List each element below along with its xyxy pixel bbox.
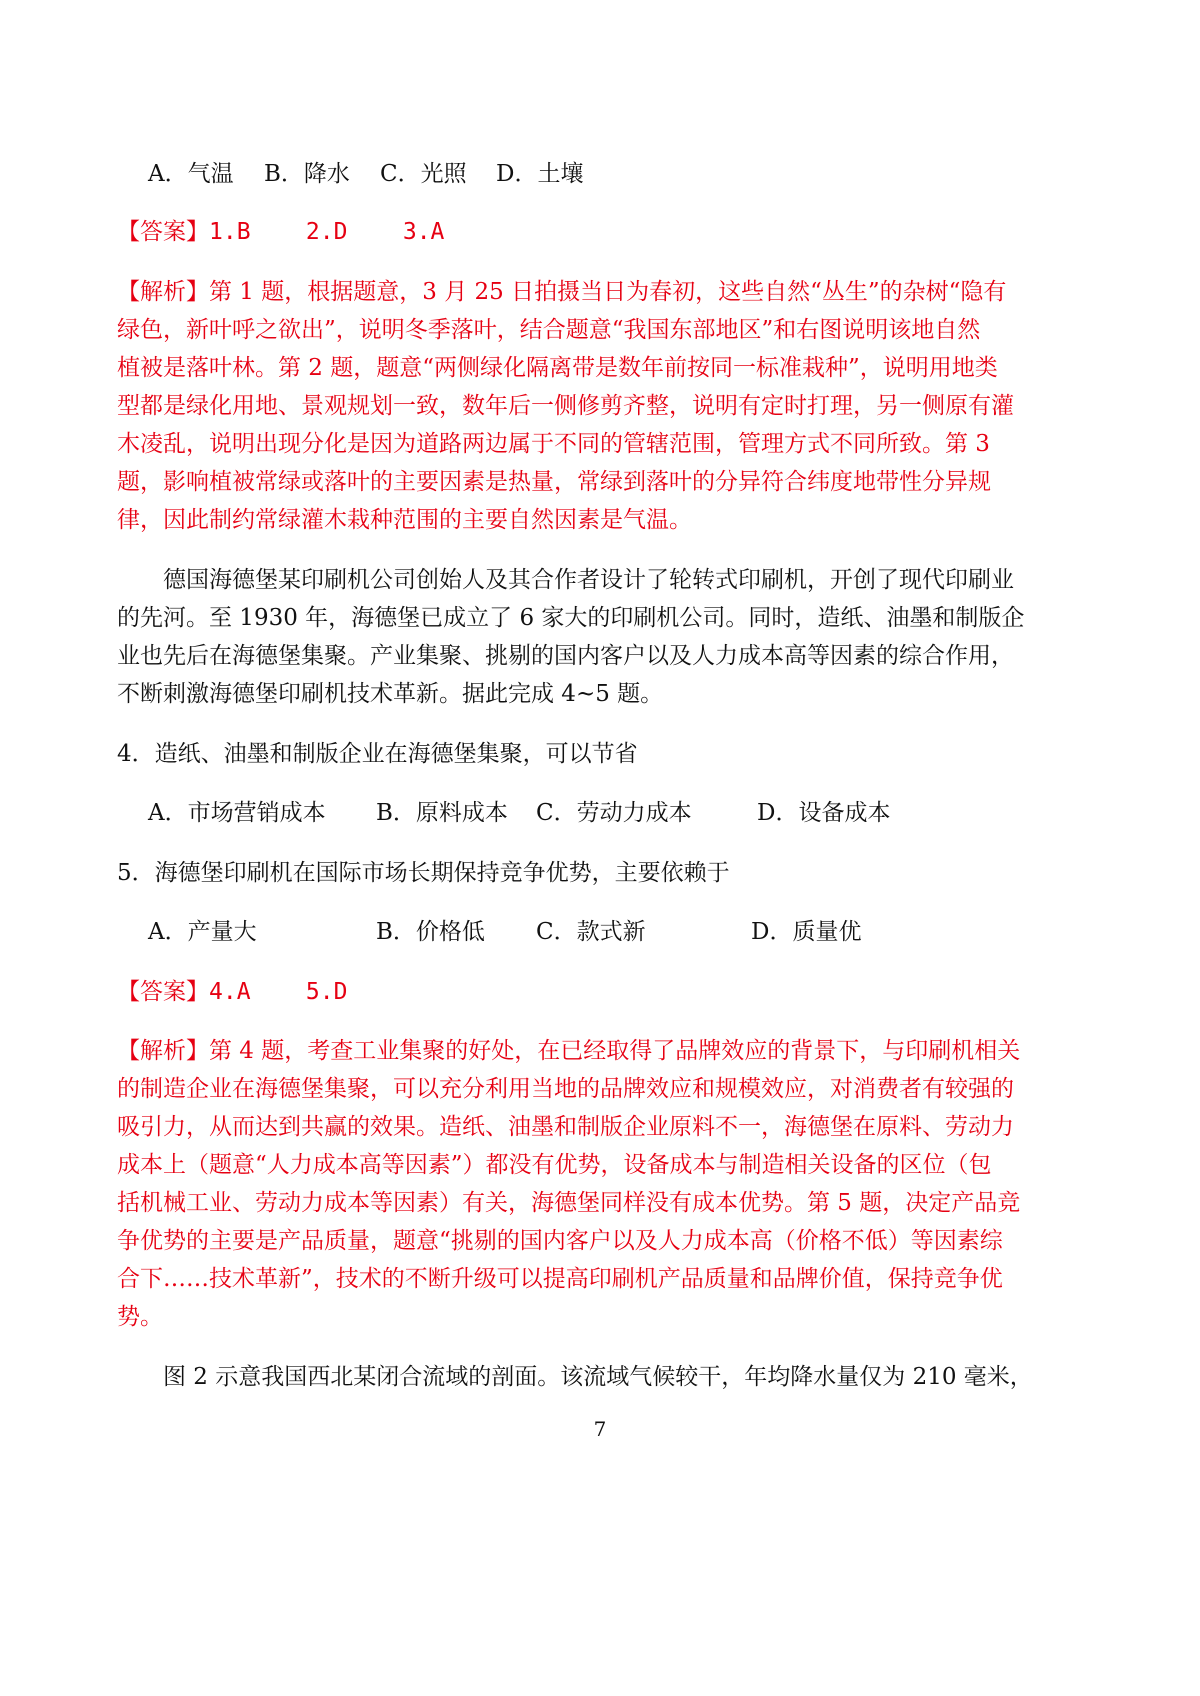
analysis-line: 型都是绿化用地、景观规划一致，数年后一侧修剪齐整，说明有定时打理，另一侧原有灌	[117, 393, 1014, 419]
q5-option-d: D．质量优	[751, 919, 862, 945]
analysis-line: 【解析】第 1 题，根据题意，3 月 25 日拍摄当日为春初，这些自然“丛生”的杂树“隐有	[117, 279, 1007, 305]
q5-option-a: A．产量大	[148, 919, 257, 945]
answer-text: 1.B 2.D 3.A	[209, 219, 445, 245]
passage-3: 图 2 示意我国西北某闭合流域的剖面。该流域气候较干，年均降水量仅为 210 毫米，	[163, 1364, 1033, 1390]
analysis-line: 绿色，新叶呼之欲出”，说明冬季落叶，结合题意“我国东部地区”和右图说明该地自然	[117, 317, 981, 343]
q4-option-d: D．设备成本	[757, 800, 891, 826]
analysis-line: 吸引力，从而达到共赢的效果。造纸、油墨和制版企业原料不一，海德堡在原料、劳动力	[117, 1114, 1014, 1140]
q4-option-b: B．原料成本	[376, 800, 508, 826]
passage-line: 德国海德堡某印刷机公司创始人及其合作者设计了轮转式印刷机，开创了现代印刷业	[163, 567, 1014, 593]
analysis-label: 【解析】	[117, 279, 209, 305]
q3-option-b: B．降水	[264, 161, 350, 187]
passage-line: 不断刺激海德堡印刷机技术革新。据此完成 4~5 题。	[117, 681, 664, 707]
q4-option-c: C．劳动力成本	[536, 800, 692, 826]
analysis-line: 【解析】第 4 题，考查工业集聚的好处，在已经取得了品牌效应的背景下，与印刷机相关	[117, 1038, 1021, 1064]
passage-line: 的先河。至 1930 年，海德堡已成立了 6 家大的印刷机公司。同时，造纸、油墨和制版企	[117, 605, 1025, 631]
analysis-line: 括机械工业、劳动力成本等因素）有关，海德堡同样没有成本优势。第 5 题，决定产品竞	[117, 1190, 1021, 1216]
answer-2	[117, 976, 347, 1008]
q3-option-a: A．气温	[148, 161, 234, 187]
answer-text: 4.A 5.D	[209, 979, 348, 1005]
analysis-line: 势。	[117, 1304, 163, 1330]
analysis-line: 植被是落叶林。第 2 题，题意“两侧绿化隔离带是数年前按同一标准栽种”，说明用地类	[117, 355, 998, 381]
analysis-line: 律，因此制约常绿灌木栽种范围的主要自然因素是气温。	[117, 507, 692, 533]
analysis-line: 题，影响植被常绿或落叶的主要因素是热量，常绿到落叶的分异符合纬度地带性分异规	[117, 469, 991, 495]
q4-option-a: A．市场营销成本	[148, 800, 326, 826]
passage-line: 业也先后在海德堡集聚。产业集聚、挑剔的国内客户以及人力成本高等因素的综合作用，	[117, 643, 1014, 669]
analysis-line: 木凌乱，说明出现分化是因为道路两边属于不同的管辖范围，管理方式不同所致。第 3	[117, 431, 990, 457]
answer-label: 【答案】	[117, 979, 209, 1005]
q4-stem: 4．造纸、油墨和制版企业在海德堡集聚，可以节省	[117, 741, 638, 767]
analysis-line: 合下……技术革新”，技术的不断升级可以提高印刷机产品质量和品牌价值，保持竞争优	[117, 1266, 1003, 1292]
page-number: 7	[593, 1417, 607, 1441]
analysis-line: 争优势的主要是产品质量，题意“挑剔的国内客户以及人力成本高（价格不低）等因素综	[117, 1228, 1003, 1254]
analysis-line: 成本上（题意“人力成本高等因素”）都没有优势，设备成本与制造相关设备的区位（包	[117, 1152, 992, 1178]
q3-option-c: C．光照	[380, 161, 467, 187]
q5-stem: 5．海德堡印刷机在国际市场长期保持竞争优势，主要依赖于	[117, 860, 730, 886]
q3-option-d: D．土壤	[496, 161, 584, 187]
answer-1	[117, 216, 444, 248]
analysis-line: 的制造企业在海德堡集聚，可以充分利用当地的品牌效应和规模效应，对消费者有较强的	[117, 1076, 1014, 1102]
q5-option-b: B．价格低	[376, 919, 485, 945]
q5-option-c: C．款式新	[536, 919, 646, 945]
answer-label: 【答案】	[117, 219, 209, 245]
analysis-label: 【解析】	[117, 1038, 209, 1064]
